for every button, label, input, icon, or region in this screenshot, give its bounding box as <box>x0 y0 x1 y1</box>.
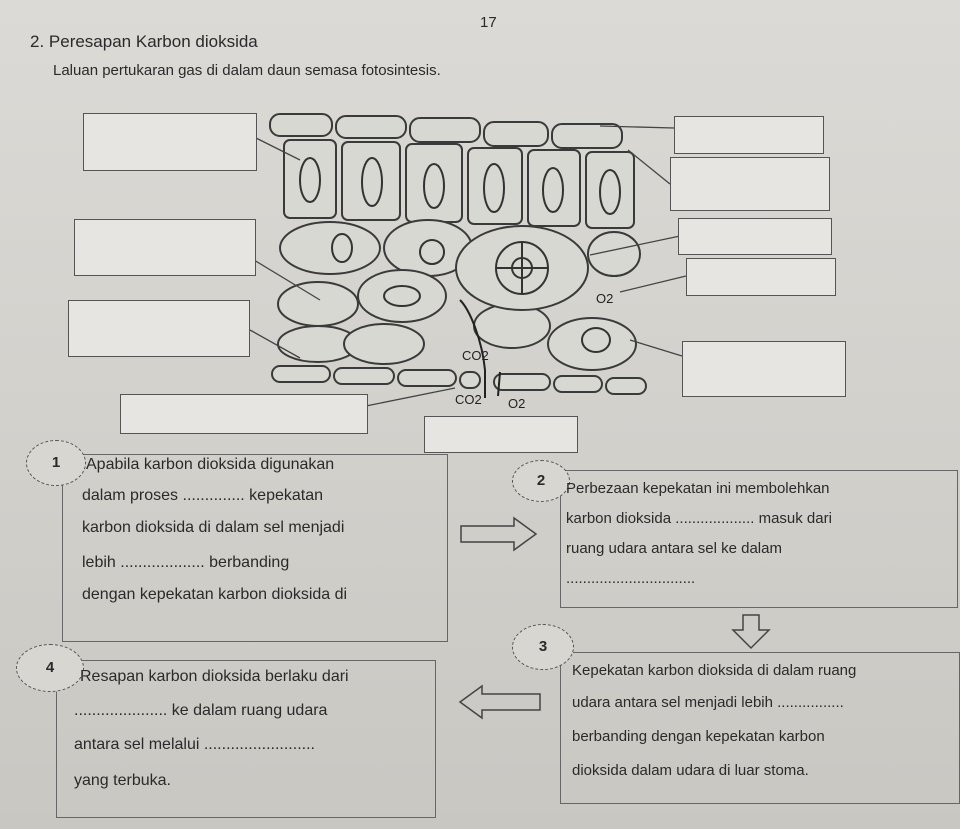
page-number: 17 <box>480 14 497 31</box>
label-box-xylem[interactable] <box>678 218 832 255</box>
step-4-line-2: ..................... ke dalam ruang udara <box>74 702 328 719</box>
co2-label-outer: CO2 <box>455 392 482 407</box>
step-2-line-3: ruang udara antara sel ke dalam <box>566 540 782 557</box>
label-box-lower-epidermis[interactable] <box>68 300 250 357</box>
label-box-stoma[interactable] <box>120 394 368 434</box>
step-3-line-4: dioksida dalam udara di luar stoma. <box>572 762 809 779</box>
label-box-cuticle[interactable] <box>83 113 257 171</box>
o2-label-inner: O2 <box>596 291 614 306</box>
step-2-number: 2 <box>512 460 570 502</box>
o2-label-outer: O2 <box>508 396 526 411</box>
arrow-left-icon <box>458 684 542 720</box>
step-1-line-1: Apabila karbon dioksida digunakan <box>86 456 335 473</box>
step-3-line-1: Kepekatan karbon dioksida di dalam ruang <box>572 662 857 679</box>
step-1-number: 1 <box>26 440 86 486</box>
step-4-line-3: antara sel melalui ......................... <box>74 736 315 753</box>
step-4-line-1: Resapan karbon dioksida berlaku dari <box>80 668 349 685</box>
arrow-down-icon <box>731 614 771 650</box>
diagram-caption: Laluan pertukaran gas di dalam daun semasa fotosintesis. <box>53 62 441 79</box>
section-title: 2. Peresapan Karbon dioksida <box>30 32 258 51</box>
step-2-line-1: Perbezaan kepekatan ini membolehkan <box>566 480 830 497</box>
arrow-right-icon <box>460 516 540 552</box>
step-4-number: 4 <box>16 644 84 692</box>
step-1-line-5: dengan kepekatan karbon dioksida di <box>82 586 348 603</box>
step-2-line-2: karbon dioksida ................... masuk dari <box>566 510 832 527</box>
step-1-line-3: karbon dioksida di dalam sel menjadi <box>82 519 345 536</box>
step-1-line-4: lebih ................... berbanding <box>82 554 290 571</box>
step-3-line-3: berbanding dengan kepekatan karbon <box>572 728 825 745</box>
label-box-palisade[interactable] <box>670 157 830 211</box>
step-1-line-2: dalam proses .............. kepekatan <box>82 487 324 504</box>
step-2-line-4: ............................... <box>566 570 696 587</box>
step-3-line-2: udara antara sel menjadi lebih ................ <box>572 694 844 711</box>
step-1-card <box>62 454 448 642</box>
co2-label-inner: CO2 <box>462 348 489 363</box>
label-box-air-space[interactable] <box>682 341 846 397</box>
step-3-number: 3 <box>512 624 574 670</box>
step-4-line-4: yang terbuka. <box>74 772 171 789</box>
label-box-spongy[interactable] <box>74 219 256 276</box>
label-box-phloem[interactable] <box>686 258 836 296</box>
label-box-guard-cell[interactable] <box>424 416 578 453</box>
label-box-upper-epidermis[interactable] <box>674 116 824 154</box>
